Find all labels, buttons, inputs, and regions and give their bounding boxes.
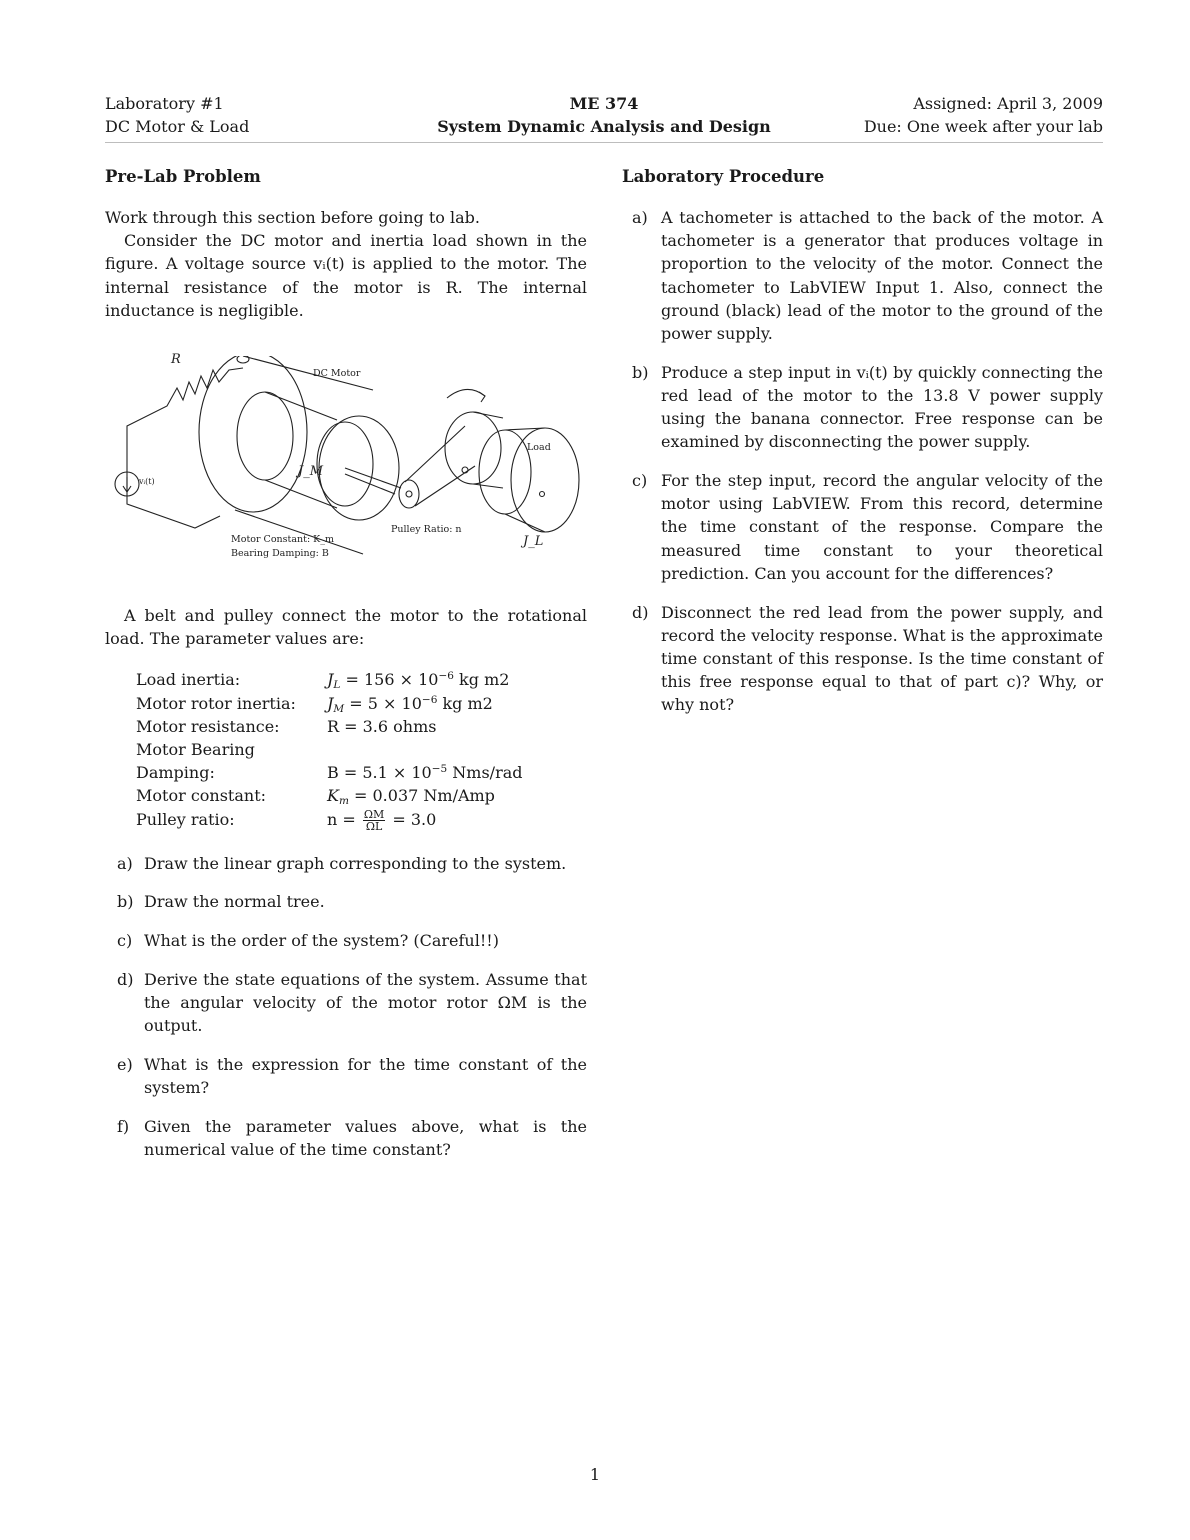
due-date: Due: One week after your lab — [863, 117, 1103, 136]
bearing-damping-label: Bearing Damping: B — [231, 548, 329, 560]
voltage-source-label: vᵢ(t) — [139, 477, 155, 487]
load-label: Load — [527, 442, 551, 454]
course-title: System Dynamic Analysis and Design — [437, 117, 771, 136]
parameter-table — [136, 668, 587, 831]
param-label: Pulley ratio: — [136, 809, 235, 829]
procedure-steps — [622, 206, 1103, 717]
circuit-wire-bottom — [127, 486, 220, 528]
param-label: Motor resistance: — [136, 716, 280, 736]
procedure-heading: Laboratory Procedure — [622, 167, 825, 186]
list-item: b) Draw the normal tree. — [117, 892, 325, 912]
param-row — [136, 668, 587, 691]
param-label: Motor constant: — [136, 786, 267, 806]
param-row — [136, 715, 587, 738]
dc-motor-label: DC Motor — [313, 368, 361, 380]
prelab-intro: Work through this section before going to lab. — [105, 208, 480, 227]
resistor-label: R — [171, 352, 181, 368]
prelab-column — [105, 166, 587, 1177]
list-item: c) What is the order of the system? (Careful!!) — [117, 931, 499, 951]
param-value: R = 3.6 ohms — [327, 716, 437, 736]
param-row — [136, 738, 587, 761]
param-value: n = $\frac{\Omega M}{\Omega L}$ = 3.0 — [327, 807, 437, 833]
lab-number: Laboratory #1 — [105, 94, 224, 113]
motor-diagram — [105, 352, 587, 582]
motor-housing-back — [199, 356, 307, 512]
param-label: Damping: — [136, 763, 215, 783]
motor-constant-label: Motor Constant: K_m — [231, 534, 335, 546]
param-value: $J_M = 5 \times 10^{-6}$ kg m2 — [327, 693, 493, 715]
prelab-heading: Pre-Lab Problem — [105, 167, 261, 186]
list-item: d) Derive the state equations of the system. Assume that the angular velocity of the motor rotor ΩM is the output. — [117, 969, 587, 1036]
prelab-paragraph: Consider the DC motor and inertia load shown in the figure. A voltage source vᵢ(t) is applied to the motor. The internal resistance of the motor is R. The internal inductance is negligible. — [105, 231, 587, 320]
list-item: a) Draw the linear graph corresponding to the system. — [117, 853, 567, 873]
prelab-questions — [105, 852, 587, 1162]
pulley-ratio-label: Pulley Ratio: n — [391, 524, 462, 536]
param-value: $J_L = 156 \times 10^{-6}$ kg m2 — [327, 670, 510, 692]
large-pulley — [445, 412, 501, 484]
param-row — [136, 692, 587, 715]
list-item: b) Produce a step input in vᵢ(t) by quickly connecting the red lead of the motor to the 13.8 V power supply using the banana connector. Free response can be examined by disconnecting the power supply. — [632, 362, 1103, 452]
motor-face — [319, 416, 399, 520]
param-value: $K_m = 0.037$ Nm/Amp — [327, 786, 495, 808]
list-item: a) A tachometer is attached to the back of the motor. A tachometer is a generator that produces voltage in proportion to the velocity of the motor. Connect the tachometer to LabVIEW Input 1. Also, connect the ground (black) lead of the motor to the ground of the power supply. — [632, 208, 1103, 344]
page-number: 1 — [589, 1465, 601, 1484]
rotation-arrow — [447, 389, 485, 398]
header-right — [864, 92, 1103, 138]
course-number: ME 374 — [569, 94, 639, 113]
page-header — [105, 92, 1103, 143]
param-row — [136, 784, 587, 807]
param-label: Load inertia: — [136, 670, 241, 690]
motor-inner-cylinder — [237, 392, 293, 480]
list-item: e) What is the expression for the time constant of the system? — [117, 1054, 587, 1098]
procedure-column — [622, 166, 1103, 732]
list-item: c) For the step input, record the angular velocity of the motor using LabVIEW. From this record, determine the time constant of the response. Compare the measured time constant to your theoretical prediction. Can you account for the differences? — [632, 471, 1103, 583]
load-back — [479, 430, 531, 514]
param-label: Motor Bearing — [136, 740, 255, 760]
lab-title: DC Motor & Load — [105, 117, 250, 136]
param-label: Motor rotor inertia: — [136, 693, 296, 713]
belt — [405, 426, 475, 506]
assigned-date: Assigned: April 3, 2009 — [913, 94, 1103, 113]
list-item: d) Disconnect the red lead from the power supply, and record the velocity response. What is the approximate time constant of this response. Is the time constant of this free response equal to that of part c)? Why, or why not? — [632, 602, 1103, 715]
motor-inertia-label: J_M — [298, 464, 324, 480]
list-item: f) Given the parameter values above, what is the numerical value of the time constant? — [117, 1116, 587, 1159]
load-inertia-label: J_L — [523, 534, 544, 550]
param-row — [136, 808, 587, 832]
param-value: $B = 5.1 \times 10^{-5}$ Nms/rad — [327, 763, 523, 783]
small-pulley — [399, 480, 419, 508]
motor-load-figure — [105, 352, 587, 582]
param-row — [136, 761, 587, 784]
pulley-ratio-fraction: $\frac{\Omega M}{\Omega L}$ — [363, 807, 385, 833]
circuit-wire-left — [127, 368, 243, 486]
belt-paragraph: A belt and pulley connect the motor to the rotational load. The parameter values are: — [105, 606, 587, 649]
